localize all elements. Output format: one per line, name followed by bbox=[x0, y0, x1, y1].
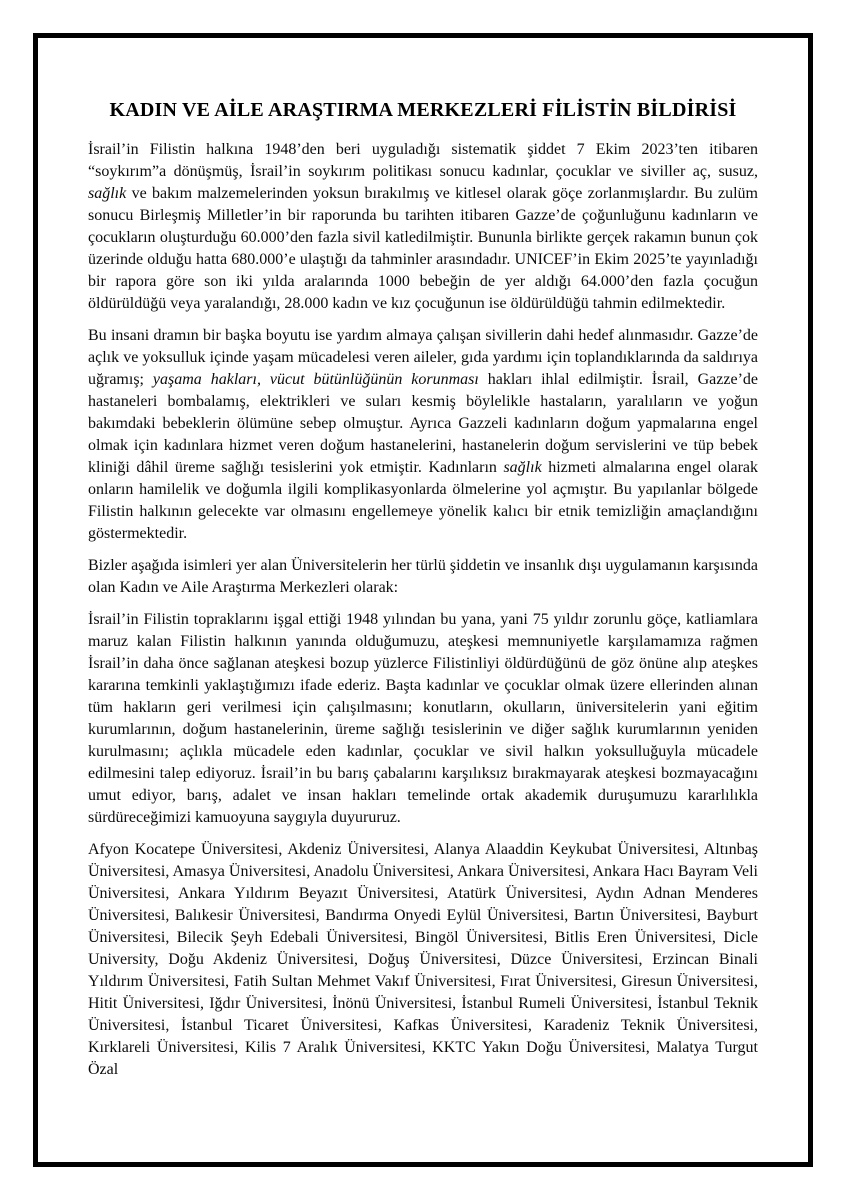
paragraph-3 bbox=[88, 555, 758, 599]
emphasized-text: yaşama hakları, vücut bütünlüğünün korunması bbox=[152, 371, 479, 388]
paragraph-2 bbox=[88, 325, 758, 545]
body-text: Bu insani dramın bir başka boyutu ise yardım almaya çalışan sivillerin dahi hedef alınmasıdır. Gazze’de açlık ve yoksulluk içinde yaşam mücadelesi veren aileler, gıda yardımı için toplandıklarında da saldırıya uğramış; bbox=[88, 327, 758, 388]
document-content bbox=[38, 38, 808, 1081]
document-body bbox=[88, 139, 758, 1081]
body-text: İsrail’in Filistin halkına 1948’den beri uyguladığı sistematik şiddet 7 Ekim 2023’ten itibaren “soykırım”a dönüşmüş, İsrail’in soykırım politikası sonucu kadınlar, çocuklar ve siviller aç, susuz, bbox=[88, 141, 758, 180]
paragraph-1 bbox=[88, 139, 758, 315]
paragraph-4 bbox=[88, 609, 758, 829]
document-title: KADIN VE AİLE ARAŞTIRMA MERKEZLERİ FİLİSTİN BİLDİRİSİ bbox=[109, 99, 737, 121]
emphasized-text: sağlık bbox=[88, 185, 127, 202]
emphasized-text: sağlık bbox=[503, 459, 542, 476]
body-text: hakları ihlal edilmiştir. İsrail, Gazze’de hastaneleri bombalamış, elektrikleri ve suları kesmiş böylelikle hastaların, yaralıların ve yoğun bakımdaki bebeklerin ölümüne sebep olmuştur. Ayrıca Gazzeli kadınların doğum yapmalarına engel olmak için kadınlara hizmet veren doğum hastanelerini, hastanelerin doğum servislerini ve tüp bebek kliniği dâhil üreme sağlığı tesislerini yok etmiştir. Kadınların bbox=[88, 371, 758, 476]
body-text: ve bakım malzemelerinden yoksun bırakılmış ve kitlesel olarak göçe zorlanmışlardır. Bu zulüm sonucu Birleşmiş Milletler’in bir raporunda bu tarihten itibaren Gazze’de çoğunluğunu kadınların ve çocukların oluşturduğu 60.000’den fazla sivil katledilmiştir. Bununla birlikte gerçek rakamın bunun çok üzerinde olduğu hatta 680.000’e ulaştığı da tahminler arasındadır. UNICEF’in Ekim 2025’te yayınladığı bir rapora göre son iki yılda aralarında 1000 bebeğin de yer aldığı 64.000’den fazla çocuğun öldürüldüğü veya yaralandığı, 28.000 kadın ve kız çocuğunun ise öldürüldüğü tahmin edilmektedir. bbox=[88, 185, 758, 312]
paragraph-5 bbox=[88, 839, 758, 1081]
body-text: Afyon Kocatepe Üniversitesi, Akdeniz Üniversitesi, Alanya Alaaddin Keykubat Üniversitesi, Altınbaş Üniversitesi, Amasya Üniversitesi, Anadolu Üniversitesi, Ankara Üniversitesi, Ankara Hacı Bayram Veli Üniversitesi, Ankara Yıldırım Beyazıt Üniversitesi, Atatürk Üniversitesi, Aydın Adnan Menderes Üniversitesi, Balıkesir Üniversitesi, Bandırma Onyedi Eylül Üniversitesi, Bartın Üniversitesi, Bayburt Üniversitesi, Bilecik Şeyh Edebali Üniversitesi, Bingöl Üniversitesi, Bitlis Eren Üniversitesi, Dicle University, Doğu Akdeniz Üniversitesi, Doğuş Üniversitesi, Düzce Üniversitesi, Erzincan Binali Yıldırım Üniversitesi, Fatih Sultan Mehmet Vakıf Üniversitesi, Fırat Üniversitesi, Giresun Üniversitesi, Hitit Üniversitesi, Iğdır Üniversitesi, İnönü Üniversitesi, İstanbul Rumeli Üniversitesi, İstanbul Teknik Üniversitesi, İstanbul Ticaret Üniversitesi, Kafkas Üniversitesi, Karadeniz Teknik Üniversitesi, Kırklareli Üniversitesi, Kilis 7 Aralık Üniversitesi, KKTC Yakın Doğu Üniversitesi, Malatya Turgut Özal bbox=[88, 841, 758, 1078]
document-page-frame bbox=[33, 33, 813, 1167]
body-text: hizmeti almalarına engel olarak onların hamilelik ve doğumla ilgili komplikasyonlarda ölmelerine yol açmıştır. Bu yapılanlar bölgede Filistin halkının gelecekte var olmasını engellemeye yönelik kalıcı bir etnik temizliğin amaçlandığını göstermektedir. bbox=[88, 459, 758, 542]
body-text: Bizler aşağıda isimleri yer alan Üniversitelerin her türlü şiddetin ve insanlık dışı uygulamanın karşısında olan Kadın ve Aile Araştırma Merkezleri olarak: bbox=[88, 557, 758, 596]
body-text: İsrail’in Filistin topraklarını işgal ettiği 1948 yılından bu yana, yani 75 yıldır zorunlu göçe, katliamlara maruz kalan Filistin halkının yanında olduğumuzu, ateşkesi memnuniyetle karşılamamıza rağmen İsrail’in daha önce sağlanan ateşkesi bozup yüzlerce Filistinliyi öldürdüğünü de göz önüne alıp ateşkes kararına temkinli yaklaştığımızı ifade ederiz. Başta kadınlar ve çocuklar olmak üzere ellerinden alınan tüm hakların geri verilmesi için çalışılmasını; konutların, okulların, üniversitelerin yani eğitim kurumlarının, doğum hastanelerinin, üreme sağlığı tesislerinin ve diğer sağlık kurumlarının yeniden kurulmasını; açlıkla mücadele eden kadınlar, çocuklar ve sivil halkın yoksulluğuyla mücadele edilmesini talep ediyoruz. İsrail’in bu barış çabalarını karşılıksız bırakmayarak ateşkesi bozmayacağını umut ediyor, barış, adalet ve insan hakları temelinde ortak akademik duruşumuzu kararlılıkla sürdüreceğimizi kamuoyuna saygıyla duyururuz. bbox=[88, 611, 758, 826]
